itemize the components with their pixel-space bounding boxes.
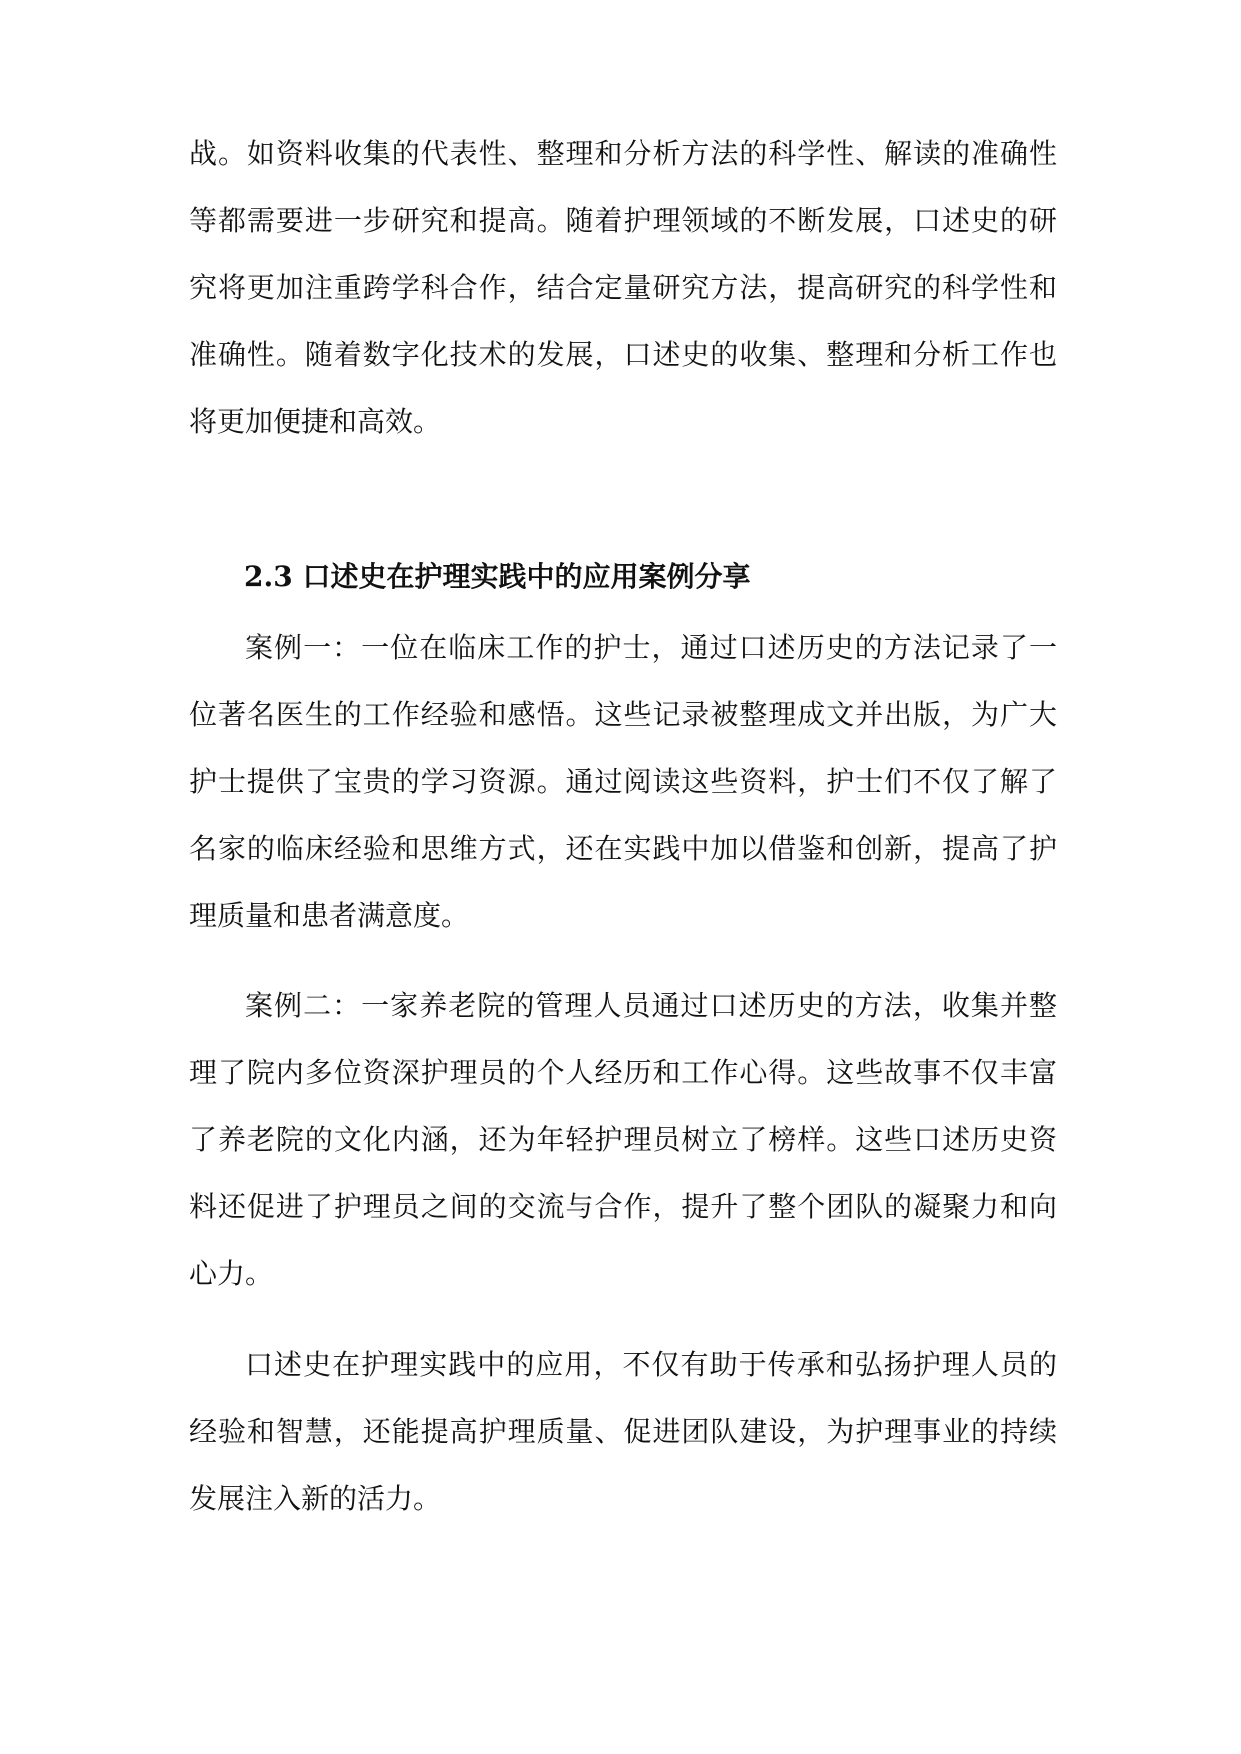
text-line: 了养老院的文化内涵，还为年轻护理员树立了榜样。这些口述历史资 (189, 1123, 1057, 1156)
text-line: 口述史在护理实践中的应用，不仅有助于传承和弘扬护理人员的 (245, 1348, 1057, 1381)
text-line: 经验和智慧，还能提高护理质量、促进团队建设，为护理事业的持续 (189, 1415, 1057, 1448)
text-line: 理了院内多位资深护理员的个人经历和工作心得。这些故事不仅丰富 (189, 1056, 1057, 1089)
section-heading: 2.3 口述史在护理实践中的应用案例分享 (244, 560, 751, 593)
text-line: 等都需要进一步研究和提高。随着护理领域的不断发展，口述史的研 (189, 204, 1057, 237)
text-line: 心力。 (189, 1257, 274, 1290)
text-line: 名家的临床经验和思维方式，还在实践中加以借鉴和创新，提高了护 (189, 832, 1057, 865)
text-line: 发展注入新的活力。 (189, 1482, 442, 1515)
text-line: 案例一：一位在临床工作的护士，通过口述历史的方法记录了一 (245, 631, 1057, 664)
text-line: 究将更加注重跨学科合作，结合定量研究方法，提高研究的科学性和 (189, 271, 1057, 304)
text-line: 理质量和患者满意度。 (189, 899, 470, 932)
text-line: 案例二：一家养老院的管理人员通过口述历史的方法，收集并整 (245, 989, 1057, 1022)
text-line: 战。如资料收集的代表性、整理和分析方法的科学性、解读的准确性 (189, 137, 1057, 170)
text-line: 将更加便捷和高效。 (189, 405, 442, 438)
text-line: 料还促进了护理员之间的交流与合作，提升了整个团队的凝聚力和向 (189, 1190, 1057, 1223)
text-line: 护士提供了宝贵的学习资源。通过阅读这些资料，护士们不仅了解了 (189, 765, 1057, 798)
text-line: 位著名医生的工作经验和感悟。这些记录被整理成文并出版，为广大 (189, 698, 1057, 731)
text-line: 准确性。随着数字化技术的发展，口述史的收集、整理和分析工作也 (189, 338, 1057, 371)
